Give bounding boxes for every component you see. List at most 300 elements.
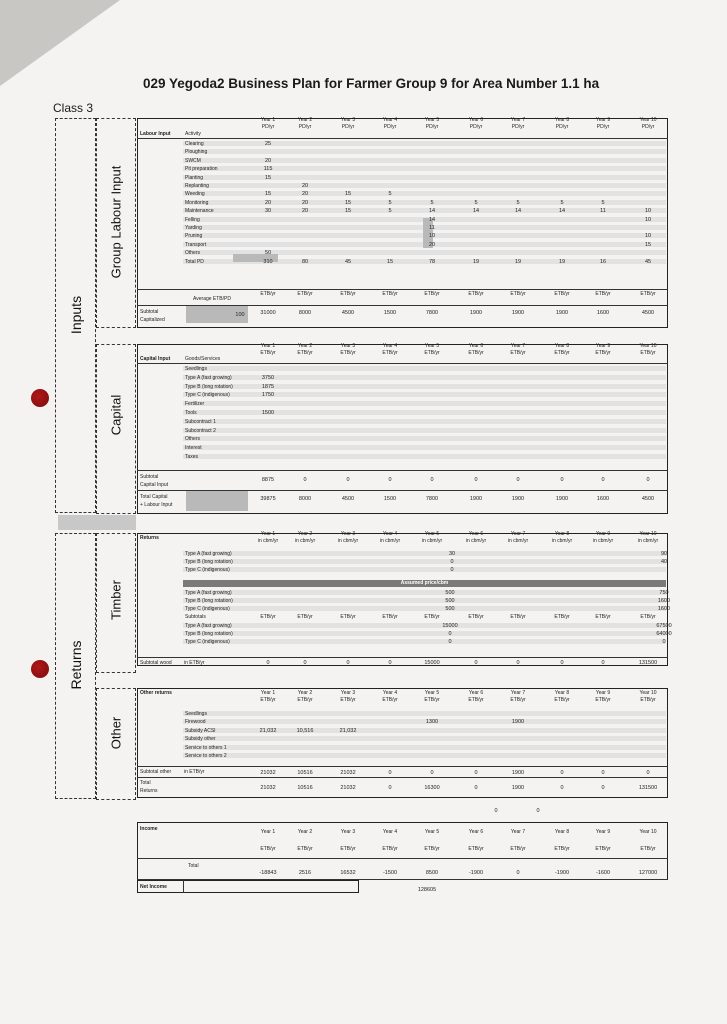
- labour-year-header: Year 4: [382, 117, 398, 123]
- below-value: 0: [494, 808, 498, 814]
- price-y5: 500: [445, 590, 455, 596]
- income-year-header: Year 4: [382, 829, 398, 835]
- labour-year-header: Year 1: [260, 117, 276, 123]
- capital-value: 1500: [261, 410, 275, 416]
- subtotal-wood: 0: [346, 660, 350, 666]
- other-table: [137, 688, 668, 798]
- row-shading: [183, 631, 666, 636]
- activity-label: Replanting: [185, 183, 209, 189]
- income-total: 16532: [340, 870, 356, 876]
- avg-unit: ETB/yr: [595, 291, 611, 297]
- capital-subtotal: 0: [646, 477, 650, 483]
- total-capital-label2: + Labour Input: [140, 502, 173, 508]
- volume-y10: 40: [660, 559, 668, 565]
- below-value: 0: [536, 808, 540, 814]
- table-rule: [137, 138, 668, 139]
- punch-hole: [31, 389, 49, 407]
- other-item: Subsidy ACSI: [185, 727, 216, 734]
- timber-year-header: Year 1: [260, 531, 276, 537]
- labour-value: 10: [428, 233, 436, 240]
- subtotals-unit: ETB/yr: [382, 614, 398, 620]
- avg-unit: ETB/yr: [382, 291, 398, 297]
- other-label: Other: [108, 716, 124, 750]
- punch-hole: [31, 660, 49, 678]
- income-total: -1500: [382, 870, 398, 876]
- total-returns-label2: Returns: [140, 788, 158, 794]
- capital-total: 4500: [641, 496, 655, 502]
- capital-label: Capital: [108, 394, 124, 436]
- other-year-header-unit: ETB/yr: [382, 697, 398, 703]
- subtotal-other: 0: [474, 770, 478, 776]
- folded-corner: [0, 0, 120, 86]
- activity-label: Clearing: [185, 141, 204, 147]
- income-unit: ETB/yr: [297, 846, 313, 852]
- total-capital-label: Total Capital: [140, 494, 168, 500]
- capital-total: 1900: [511, 496, 525, 502]
- income-year-header: Year 6: [468, 829, 484, 835]
- labour-value: 16: [599, 258, 607, 265]
- activity-label: Weeding: [185, 191, 205, 198]
- labour-value: 14: [428, 216, 436, 223]
- income-year-header: Year 9: [595, 829, 611, 835]
- subsidy-value: 10,516: [296, 728, 314, 734]
- volume-y5: 0: [450, 559, 454, 565]
- subtotal-wood: 131500: [638, 660, 658, 666]
- capital-year-header: Year 8: [554, 343, 570, 349]
- timber-year-header-unit: in cbm/yr: [507, 538, 529, 544]
- other-year-header-unit: ETB/yr: [554, 697, 570, 703]
- labour-value: 78: [428, 258, 436, 265]
- capital-value: 1875: [261, 383, 275, 390]
- capital-total: 4500: [341, 496, 355, 502]
- row-shading: [183, 445, 666, 450]
- income-unit: ETB/yr: [424, 846, 440, 852]
- capital-subtotal: 0: [560, 477, 564, 483]
- other-year-header: Year 10: [639, 690, 657, 696]
- timber-year-header: Year 6: [468, 531, 484, 537]
- avg-unit: ETB/yr: [260, 291, 276, 297]
- labour-value: 20: [301, 208, 309, 215]
- labour-year-header-unit: PD/yr: [261, 124, 275, 130]
- price-banner: Assumed price/cbm: [183, 580, 666, 587]
- subtotals-unit: ETB/yr: [424, 614, 440, 620]
- labour-value: 11: [429, 225, 435, 231]
- capital-item: Type A (fast growing): [185, 374, 232, 381]
- activity-label: Ploughing: [185, 149, 208, 156]
- subsidy-value: 21,032: [259, 728, 277, 734]
- timber-year-header-unit: in cbm/yr: [421, 538, 443, 544]
- labour-year-header-unit: PD/yr: [383, 124, 397, 130]
- labour-value: 20: [301, 183, 309, 189]
- capital-year-header-unit: ETB/yr: [510, 350, 526, 356]
- labour-year-header: Year 10: [639, 117, 657, 123]
- other-item: Subsidy other: [185, 736, 216, 743]
- volume-item: Type B (long rotation): [185, 559, 233, 565]
- capital-item: Fertilizer: [185, 401, 205, 408]
- timber-year-header: Year 7: [510, 531, 526, 537]
- activity-label: Yarding: [185, 225, 202, 231]
- other-item: Firewood: [185, 719, 206, 726]
- timber-year-header-unit: in cbm/yr: [592, 538, 614, 544]
- income-year-header: Year 3: [340, 829, 356, 835]
- subtotal-wood: 0: [266, 660, 270, 666]
- income-total: -1900: [554, 870, 570, 876]
- capital-subtotal: 0: [516, 477, 520, 483]
- capital-year-header-unit: ETB/yr: [640, 350, 656, 356]
- other-year-header: Year 6: [468, 690, 484, 696]
- subtotals-label: Subtotals: [185, 614, 206, 620]
- timber-year-header: Year 8: [554, 531, 570, 537]
- labour-year-header-unit: PD/yr: [341, 124, 355, 130]
- capital-year-header: Year 2: [297, 343, 313, 349]
- table-rule: [137, 470, 668, 471]
- total-returns: 0: [560, 785, 564, 791]
- capital-subtotal-label: Subtotal: [140, 474, 159, 480]
- volume-y5: 0: [450, 567, 454, 573]
- income-total: 2516: [298, 870, 312, 876]
- labour-year-header-unit: PD/yr: [555, 124, 569, 130]
- income-unit: ETB/yr: [554, 846, 570, 852]
- timber-year-header-unit: in cbm/yr: [465, 538, 487, 544]
- labour-value: 20: [264, 199, 272, 206]
- returns-label: Returns: [68, 640, 84, 690]
- row-shading: [183, 736, 666, 741]
- labour-subtotal: 7800: [425, 310, 439, 316]
- activity-label: SWCM: [185, 157, 201, 164]
- timber-year-header-unit: in cbm/yr: [637, 538, 659, 544]
- table-rule: [137, 766, 668, 767]
- subtotal-other: 0: [560, 770, 564, 776]
- other-year-header: Year 3: [340, 690, 356, 696]
- value-y5: 15000: [442, 623, 458, 629]
- labour-subtotal: 1900: [511, 310, 525, 316]
- labour-value: 5: [516, 199, 520, 206]
- labour-value: 5: [430, 199, 434, 206]
- labour-value: 50: [264, 250, 272, 257]
- avg-unit: ETB/yr: [640, 291, 656, 297]
- capital-total: 1500: [383, 496, 397, 502]
- table-rule: [183, 880, 184, 893]
- subtotals-unit: ETB/yr: [595, 614, 611, 620]
- other-year-header-unit: ETB/yr: [340, 697, 356, 703]
- row-shading: [183, 401, 666, 406]
- total-returns: 21032: [260, 785, 276, 791]
- activity-label: Pruning: [185, 233, 203, 240]
- timber-year-header-unit: in cbm/yr: [551, 538, 573, 544]
- other-year-header-unit: ETB/yr: [468, 697, 484, 703]
- volume-y10: 90: [660, 551, 668, 557]
- table-rule: [137, 858, 668, 859]
- subtotal-other-label: Subtotal other: [140, 769, 172, 775]
- income-year-header: Year 7: [510, 829, 526, 835]
- activity-col-head: Activity: [185, 131, 201, 137]
- volume-item: Type A (fast growing): [185, 551, 232, 557]
- capital-total: 1900: [469, 496, 483, 502]
- labour-value: 15: [644, 241, 652, 248]
- other-year-header-unit: ETB/yr: [595, 697, 611, 703]
- income-unit: ETB/yr: [595, 846, 611, 852]
- labour-year-header-unit: PD/yr: [425, 124, 439, 130]
- total-returns: 16300: [424, 785, 440, 791]
- row-shading: [183, 745, 666, 750]
- labour-value: 20: [301, 199, 309, 206]
- labour-subtotal: 1900: [555, 310, 569, 316]
- capital-year-header: Year 3: [340, 343, 356, 349]
- timber-year-header: Year 9: [595, 531, 611, 537]
- income-unit: ETB/yr: [340, 846, 356, 852]
- timber-year-header-unit: in cbm/yr: [379, 538, 401, 544]
- activity-label: Felling: [185, 216, 200, 223]
- capital-year-header-unit: ETB/yr: [340, 350, 356, 356]
- capital-year-header-unit: ETB/yr: [382, 350, 398, 356]
- other-year-header-unit: ETB/yr: [640, 697, 656, 703]
- row-shading: [183, 639, 666, 644]
- capital-item: Seedlings: [185, 366, 207, 372]
- subtotals-unit: ETB/yr: [640, 614, 656, 620]
- labour-value: 25: [264, 141, 272, 147]
- activity-label: Maintenance: [185, 208, 214, 215]
- subtotal-label: Subtotal: [140, 309, 159, 315]
- other-year-header: Year 2: [297, 690, 313, 696]
- labour-value: 15: [344, 199, 352, 206]
- labour-subtotal: 31000: [260, 310, 276, 316]
- capital-year-header: Year 6: [468, 343, 484, 349]
- capital-total: 39875: [260, 496, 276, 502]
- other-year-header-unit: ETB/yr: [424, 697, 440, 703]
- labour-value: 310: [263, 258, 273, 265]
- value-y5: 0: [448, 631, 452, 637]
- timber-label: Timber: [108, 580, 124, 620]
- total-returns: 21032: [340, 785, 356, 791]
- value-y10: 64000: [656, 631, 672, 637]
- subtotal-other: 1900: [511, 770, 525, 776]
- volume-y5: 30: [448, 551, 456, 557]
- class-label: Class 3: [53, 101, 94, 115]
- total-returns: 131500: [638, 785, 658, 791]
- avg-label: Average ETB/PD: [193, 296, 231, 302]
- price-item: Type B (long rotation): [185, 598, 233, 604]
- subtotal-wood-label: Subtotal wood: [140, 660, 172, 666]
- row-shading: [183, 559, 666, 564]
- labour-value: 20: [264, 157, 272, 164]
- labour-year-header-unit: PD/yr: [641, 124, 655, 130]
- income-total: -18843: [259, 870, 277, 876]
- total-returns: 1900: [511, 785, 525, 791]
- subtotal-wood: 0: [303, 660, 307, 666]
- labour-year-header: Year 3: [340, 117, 356, 123]
- avg-unit: ETB/yr: [554, 291, 570, 297]
- subtotals-unit: ETB/yr: [468, 614, 484, 620]
- value-y10: 0: [662, 639, 666, 645]
- value-y10: 67500: [656, 623, 672, 629]
- income-year-header: Year 10: [639, 829, 657, 835]
- labour-subtotal: 4500: [341, 310, 355, 316]
- subtotal-other-unit: in ETB/yr: [184, 769, 205, 775]
- price-y10: 750: [659, 590, 669, 596]
- labour-value: 15: [264, 191, 272, 198]
- labour-value: 45: [344, 258, 352, 265]
- avg-unit: ETB/yr: [424, 291, 440, 297]
- income-unit: ETB/yr: [468, 846, 484, 852]
- income-total: -1900: [468, 870, 484, 876]
- table-rule: [137, 657, 668, 658]
- income-total: 127000: [638, 870, 658, 876]
- subtotal-wood: 0: [516, 660, 520, 666]
- subtotal-other: 10516: [297, 770, 313, 776]
- table-rule: [137, 289, 668, 290]
- row-shading: [183, 753, 666, 758]
- income-year-header: Year 8: [554, 829, 570, 835]
- subtotals-unit: ETB/yr: [260, 614, 276, 620]
- labour-value: 15: [344, 208, 352, 215]
- timber-year-header: Year 5: [424, 531, 440, 537]
- subtotal-other: 0: [601, 770, 605, 776]
- goods-col-head: Goods/Services: [185, 356, 221, 362]
- timber-year-header: Year 3: [340, 531, 356, 537]
- price-item: Type C (indigenous): [185, 606, 230, 612]
- row-shading: [183, 149, 666, 154]
- capital-item: Subcontract 2: [185, 427, 216, 434]
- subtotals-unit: ETB/yr: [510, 614, 526, 620]
- price-y5: 500: [445, 598, 455, 604]
- avg-unit: ETB/yr: [297, 291, 313, 297]
- labour-col-head: Labour Input: [140, 131, 171, 137]
- other-year-header: Year 5: [424, 690, 440, 696]
- subtotal-wood: 0: [388, 660, 392, 666]
- labour-value: 5: [388, 208, 392, 215]
- net-income-label: Net Income: [140, 884, 167, 890]
- subtotal-wood: 0: [560, 660, 564, 666]
- other-year-header: Year 8: [554, 690, 570, 696]
- value-item: Type C (indigenous): [185, 639, 230, 645]
- labour-value: 19: [514, 258, 522, 265]
- capital-item: Tools: [185, 410, 197, 416]
- activity-label: Pit preparation: [185, 166, 218, 173]
- labour-value: 14: [472, 208, 480, 215]
- labour-value: 20: [428, 241, 436, 248]
- labour-label: Group Labour Input: [108, 165, 124, 279]
- capital-item: Type C (indigenous): [185, 392, 230, 399]
- labour-value: 5: [601, 199, 605, 206]
- capital-year-header-unit: ETB/yr: [424, 350, 440, 356]
- timber-year-header-unit: in cbm/yr: [257, 538, 279, 544]
- price-item: Type A (fast growing): [185, 590, 232, 596]
- capital-subtotal: 0: [601, 477, 605, 483]
- income-year-header: Year 1: [260, 829, 276, 835]
- capital-year-header-unit: ETB/yr: [260, 350, 276, 356]
- row-shading: [183, 590, 666, 595]
- net-income-value: 128605: [417, 887, 437, 893]
- labour-subtotal: 4500: [641, 310, 655, 316]
- labour-year-header: Year 7: [510, 117, 526, 123]
- timber-year-header-unit: in cbm/yr: [294, 538, 316, 544]
- capital-total: 7800: [425, 496, 439, 502]
- labour-value: 19: [558, 258, 566, 265]
- timber-year-header: Year 10: [639, 531, 657, 537]
- timber-year-header: Year 4: [382, 531, 398, 537]
- capital-year-header: Year 4: [382, 343, 398, 349]
- subsidy-value: 21,032: [339, 728, 357, 734]
- total-returns: 0: [474, 785, 478, 791]
- capital-item: Subcontract 1: [185, 418, 216, 425]
- income-total-label: Total: [188, 863, 199, 869]
- separator-block: [58, 515, 136, 530]
- other-year-header: Year 9: [595, 690, 611, 696]
- labour-subtotal: 1500: [383, 310, 397, 316]
- capital-col-head: Capital Input: [140, 356, 171, 362]
- income-col-head: Income: [140, 826, 158, 832]
- income-year-header: Year 5: [424, 829, 440, 835]
- table-rule: [137, 363, 668, 364]
- labour-year-header: Year 9: [595, 117, 611, 123]
- price-y5: 500: [445, 606, 455, 612]
- row-shading: [183, 567, 666, 572]
- labour-value: 5: [474, 199, 478, 206]
- other-col-head: Other returns: [140, 690, 172, 696]
- row-shading: [183, 606, 666, 611]
- row-shading: [183, 551, 666, 556]
- page-title: 029 Yegoda2 Business Plan for Farmer Group 9 for Area Number 1.1 ha: [143, 76, 600, 91]
- labour-value: 15: [264, 174, 272, 181]
- labour-value: 5: [388, 191, 392, 198]
- price-y10: 1600: [657, 598, 671, 604]
- capital-total-shade: [186, 491, 248, 511]
- labour-value: 115: [263, 166, 273, 173]
- capital-year-header: Year 9: [595, 343, 611, 349]
- capital-year-header: Year 10: [639, 343, 657, 349]
- subtotal-other: 0: [388, 770, 392, 776]
- row-shading: [183, 428, 666, 433]
- capital-year-header: Year 1: [260, 343, 276, 349]
- capital-year-header-unit: ETB/yr: [297, 350, 313, 356]
- capital-subtotal: 0: [430, 477, 434, 483]
- labour-value: 5: [560, 199, 564, 206]
- capital-item: Taxes: [185, 454, 199, 460]
- firewood-value: 1300: [425, 719, 439, 725]
- subtotal-other: 21032: [260, 770, 276, 776]
- capital-total: 1900: [555, 496, 569, 502]
- other-year-header: Year 7: [510, 690, 526, 696]
- capitalized-label: Capitalized: [140, 317, 165, 323]
- activity-label: Planting: [185, 174, 204, 181]
- labour-year-header: Year 5: [424, 117, 440, 123]
- capital-subtotal: 8875: [261, 477, 275, 483]
- other-year-header-unit: ETB/yr: [297, 697, 313, 703]
- volume-item: Type C (indigenous): [185, 567, 230, 573]
- subtotal-wood: 0: [474, 660, 478, 666]
- value-item: Type B (long rotation): [185, 631, 233, 637]
- capital-subtotal: 0: [474, 477, 478, 483]
- subtotal-other: 21032: [340, 770, 356, 776]
- labour-year-header-unit: PD/yr: [511, 124, 525, 130]
- capital-year-header-unit: ETB/yr: [595, 350, 611, 356]
- labour-value: 14: [558, 208, 566, 215]
- other-item: Service to others 2: [185, 753, 227, 759]
- total-returns: 0: [601, 785, 605, 791]
- subtotals-unit: ETB/yr: [297, 614, 313, 620]
- other-year-header-unit: ETB/yr: [260, 697, 276, 703]
- capital-value: 3750: [261, 374, 275, 381]
- inputs-label: Inputs: [68, 295, 84, 335]
- capital-year-header: Year 5: [424, 343, 440, 349]
- labour-value: 5: [388, 199, 392, 206]
- labour-value: 10: [644, 216, 652, 223]
- subtotals-unit: ETB/yr: [554, 614, 570, 620]
- labour-value: 10: [644, 208, 652, 215]
- capital-subtotal: 0: [346, 477, 350, 483]
- other-year-header-unit: ETB/yr: [510, 697, 526, 703]
- total-returns: 0: [388, 785, 392, 791]
